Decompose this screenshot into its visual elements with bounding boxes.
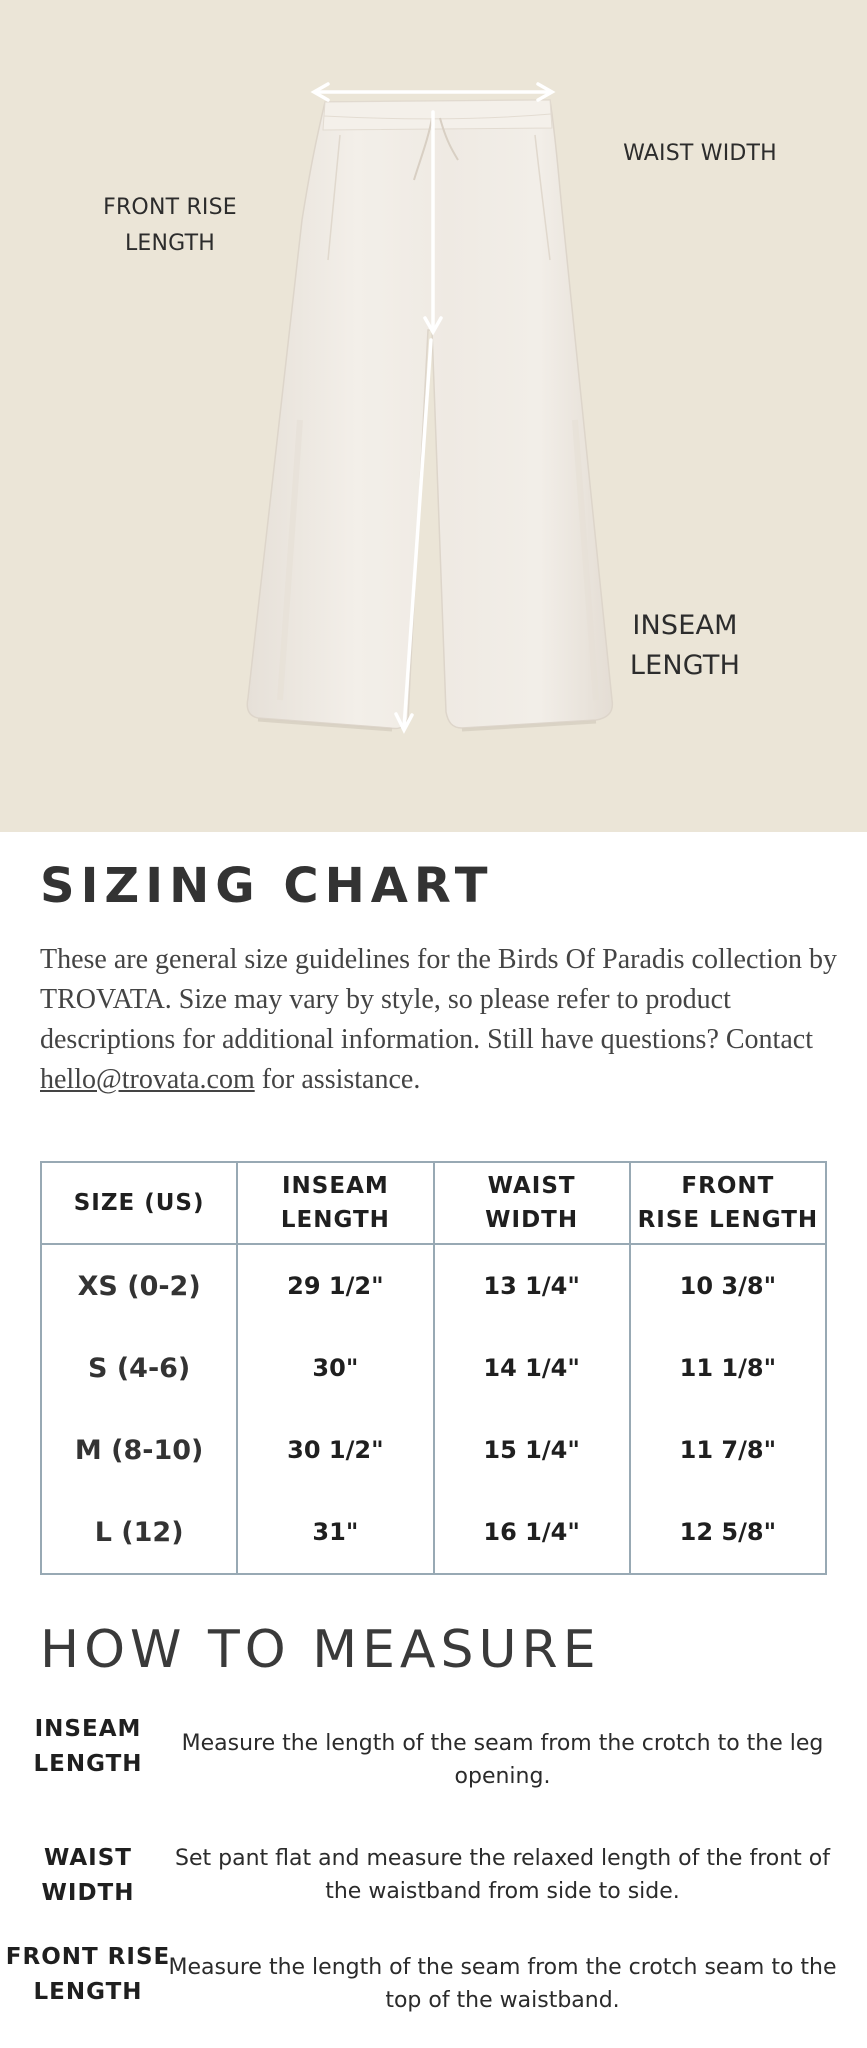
rise-cell: 12 5/8" xyxy=(630,1491,826,1574)
sizing-intro-text xyxy=(40,940,840,1100)
sizing-table-header-row xyxy=(41,1162,826,1244)
header-rise-line1: FRONT xyxy=(681,1173,775,1199)
header-rise-line2: RISE LENGTH xyxy=(637,1207,819,1233)
how-to-measure-title: HOW TO MEASURE xyxy=(40,1620,601,1680)
header-size-text: SIZE (US) xyxy=(73,1190,205,1216)
waist-width-arrow xyxy=(314,84,552,100)
sizing-intro-suffix: for assistance. xyxy=(254,1064,421,1095)
sizing-chart-title: SIZING CHART xyxy=(40,858,494,914)
header-inseam xyxy=(237,1162,433,1244)
measure-term-line2: WIDTH xyxy=(41,1880,135,1906)
waist-cell: 14 1/4" xyxy=(434,1327,630,1409)
rise-cell: 10 3/8" xyxy=(630,1244,826,1327)
measure-term xyxy=(0,1940,176,2010)
header-size xyxy=(41,1162,237,1244)
waist-cell: 15 1/4" xyxy=(434,1409,630,1491)
inseam-cell: 31" xyxy=(237,1491,433,1574)
inseam-cell: 29 1/2" xyxy=(237,1244,433,1327)
measure-term xyxy=(0,1712,176,1782)
product-hero xyxy=(0,0,867,832)
header-waist-line1: WAIST xyxy=(487,1173,576,1199)
waist-width-label xyxy=(600,136,800,172)
header-front-rise xyxy=(630,1162,826,1244)
front-rise-label-line1: FRONT RISE xyxy=(103,195,237,220)
contact-email-link[interactable]: hello@trovata.com xyxy=(40,1064,255,1095)
header-waist-line2: WIDTH xyxy=(485,1207,579,1233)
table-row xyxy=(41,1491,826,1574)
measure-term xyxy=(0,1841,176,1911)
measure-description: Set pant flat and measure the relaxed length of the front of the waistband from side to side. xyxy=(175,1846,830,1904)
size-cell: S (4-6) xyxy=(41,1327,237,1409)
inseam-label-line1: INSEAM xyxy=(632,610,738,641)
inseam-label-line2: LENGTH xyxy=(629,650,741,681)
sizing-table xyxy=(40,1161,827,1575)
measure-term-line1: INSEAM xyxy=(34,1716,142,1742)
measure-term-line1: FRONT RISE xyxy=(5,1944,171,1970)
table-row xyxy=(41,1327,826,1409)
size-cell: L (12) xyxy=(41,1491,237,1574)
header-waist xyxy=(434,1162,630,1244)
rise-cell: 11 1/8" xyxy=(630,1327,826,1409)
pants-body xyxy=(247,100,612,729)
sizing-intro-body: These are general size guidelines for the Birds Of Paradis collection by TROVATA. Size may vary by style, so please refer to product descriptions for additional information. Still have questions? Contact xyxy=(40,944,837,1055)
measure-term-line2: LENGTH xyxy=(33,1751,143,1777)
pants-illustration xyxy=(0,0,867,832)
header-inseam-line1: INSEAM xyxy=(281,1173,389,1199)
waist-cell: 16 1/4" xyxy=(434,1491,630,1574)
size-cell: XS (0-2) xyxy=(41,1244,237,1327)
measure-term-line1: WAIST xyxy=(44,1845,132,1871)
measure-description: Measure the length of the seam from the crotch seam to the top of the waistband. xyxy=(168,1955,837,2013)
inseam-cell: 30 1/2" xyxy=(237,1409,433,1491)
measure-term-line2: LENGTH xyxy=(33,1979,143,2005)
measure-description: Measure the length of the seam from the crotch to the leg opening. xyxy=(181,1731,824,1789)
table-row xyxy=(41,1409,826,1491)
waist-width-label-text: WAIST WIDTH xyxy=(623,141,777,166)
front-rise-label-line2: LENGTH xyxy=(124,231,216,256)
size-cell: M (8-10) xyxy=(41,1409,237,1491)
rise-cell: 11 7/8" xyxy=(630,1409,826,1491)
waist-cell: 13 1/4" xyxy=(434,1244,630,1327)
table-row xyxy=(41,1244,826,1327)
header-inseam-line2: LENGTH xyxy=(280,1207,390,1233)
front-rise-label xyxy=(70,190,270,262)
inseam-cell: 30" xyxy=(237,1327,433,1409)
inseam-label xyxy=(585,606,785,686)
pants-waistband xyxy=(323,100,552,130)
